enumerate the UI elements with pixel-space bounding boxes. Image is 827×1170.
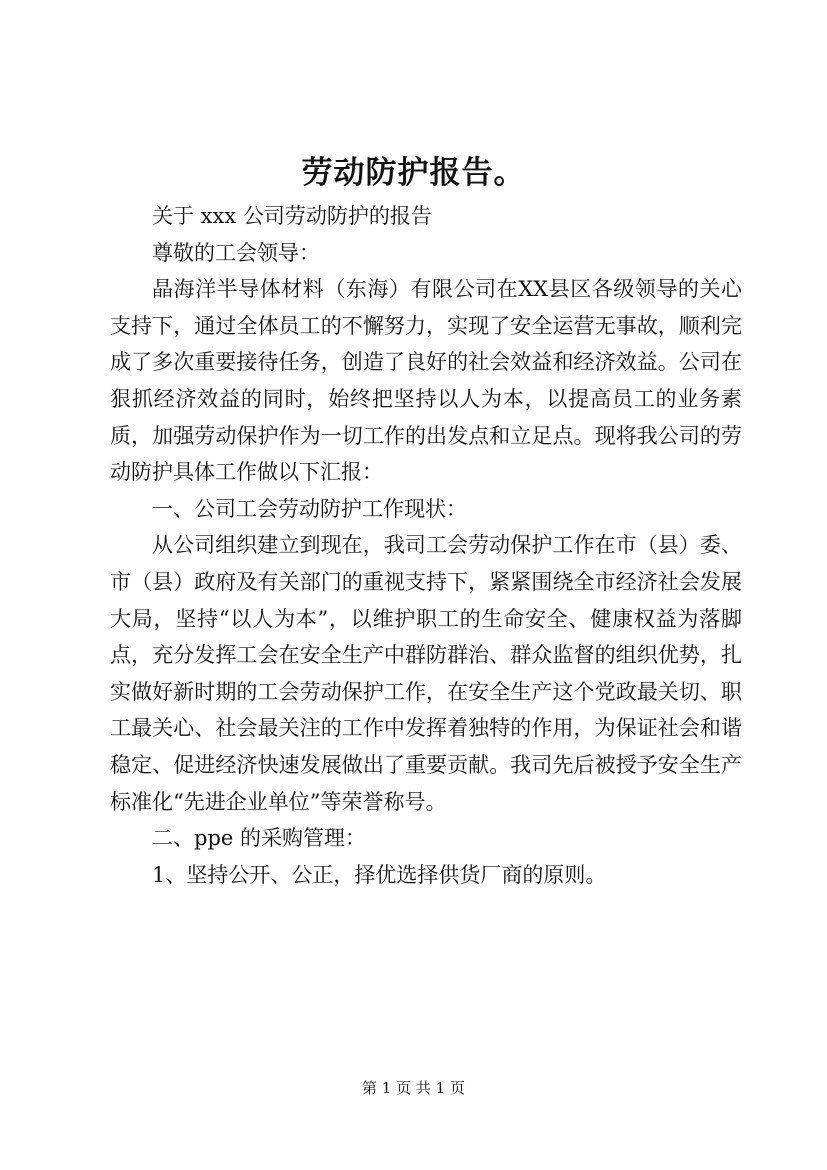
section-2-item-1: 1、坚持公开、公正，择优选择供货厂商的原则。 xyxy=(152,862,607,887)
page-footer: 第 1 页 共 1 页 xyxy=(362,1079,465,1097)
report-subject-line: 关于 xxx 公司劳动防护的报告 xyxy=(152,204,432,228)
section-heading-1: 一、公司工会劳动防护工作现状： xyxy=(152,496,467,521)
document-title: 劳动防护报告。 xyxy=(301,155,526,191)
salutation: 尊敬的工会领导： xyxy=(152,240,320,265)
section-heading-2: 二、ppe 的采购管理： xyxy=(152,826,366,851)
intro-paragraph: 晶海洋半导体材料（东海）有限公司在XX县区各级领导的关心支持下，通过全体员工的不懈努力，实现了安全运营无事故，顺利完成了多次重要接待任务，创造了良好的社会效益和经济效益。公司在狠抓经济效益的同时，始终把坚持以人为本，以提高员工的业务素质，加强劳动保护作为一切工作的出发点和立足点。现将我公司的劳动防护具体工作做以下汇报： xyxy=(110,277,742,485)
document-body xyxy=(110,198,742,893)
section-1-paragraph: 从公司组织建立到现在，我司工会劳动保护工作在市（县）委、市（县）政府及有关部门的重视支持下，紧紧围绕全市经济社会发展大局，坚持“以人为本”，以维护职工的生命安全、健康权益为落脚点，充分发挥工会在安全生产中群防群治、群众监督的组织优势，扎实做好新时期的工会劳动保护工作，在安全生产这个党政最关切、职工最关心、社会最关注的工作中发挥着独特的作用，为保证社会和谐稳定、促进经济快速发展做出了重要贡献。我司先后被授予安全生产标准化“先进企业单位”等荣誉称号。 xyxy=(110,533,742,814)
